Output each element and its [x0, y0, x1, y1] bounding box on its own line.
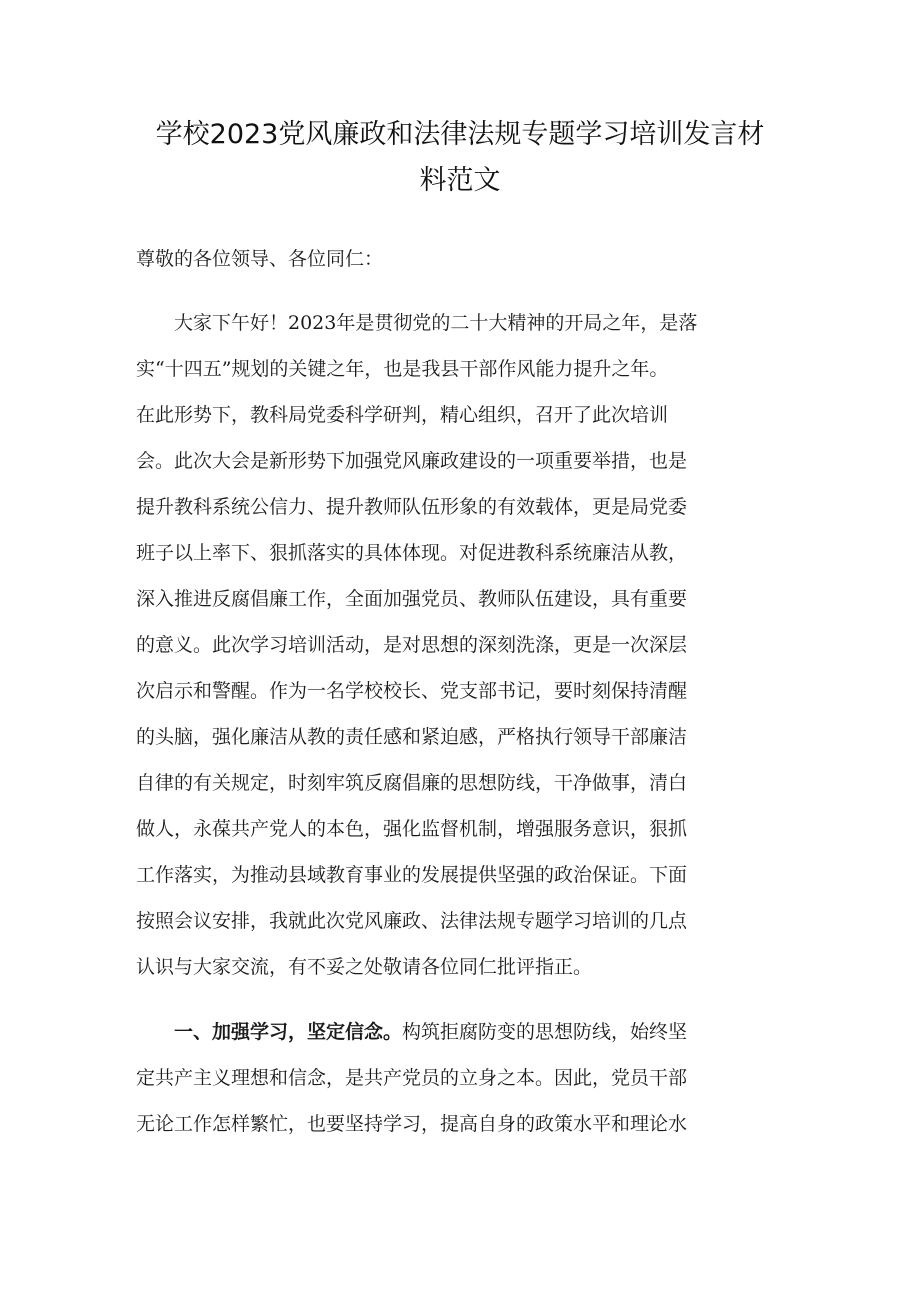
paragraph-line: 自律的有关规定，时刻牢筑反腐倡廉的思想防线，干净做事，清白	[136, 772, 688, 794]
salutation: 尊敬的各位领导、各位同仁：	[136, 248, 384, 270]
paragraph-line: 的意义。此次学习培训活动，是对思想的深刻洗涤，更是一次深层	[136, 634, 688, 656]
paragraph-line: 次启示和警醒。作为一名学校校长、党支部书记，要时刻保持清醒	[136, 680, 688, 702]
paragraph-line	[136, 1009, 786, 1055]
paragraph-line: 无论工作怎样繁忙，也要坚持学习，提高自身的政策水平和理论水	[136, 1113, 688, 1135]
paragraph-section-one	[136, 1009, 786, 1147]
paragraph-line: 做人，永葆共产党人的本色，强化监督机制，增强服务意识，狠抓	[136, 818, 688, 840]
section-heading: 一、加强学习，坚定信念。	[174, 1021, 403, 1043]
section-heading-rest: 构筑拒腐防变的思想防线，始终坚	[402, 1021, 688, 1043]
paragraph-line: 定共产主义理想和信念，是共产党员的立身之本。因此，党员干部	[136, 1067, 688, 1089]
paragraph-line: 工作落实，为推动县域教育事业的发展提供坚强的政治保证。下面	[136, 864, 688, 886]
paragraph-line: 实“十四五”规划的关键之年，也是我县干部作风能力提升之年。	[136, 358, 669, 380]
document-title	[120, 112, 800, 204]
paragraph-opening	[136, 300, 786, 990]
paragraph-line: 大家下午好！2023年是贯彻党的二十大精神的开局之年，是落	[174, 312, 698, 334]
paragraph-line: 会。此次大会是新形势下加强党风廉政建设的一项重要举措，也是	[136, 450, 688, 472]
paragraph-line: 认识与大家交流，有不妥之处敬请各位同仁批评指正。	[136, 956, 593, 978]
paragraph-line: 班子以上率下、狠抓落实的具体体现。对促进教科系统廉洁从教，	[136, 542, 688, 564]
paragraph-line: 在此形势下，教科局党委科学研判，精心组织，召开了此次培训	[136, 404, 669, 426]
paragraph-line: 提升教科系统公信力、提升教师队伍形象的有效载体，更是局党委	[136, 496, 688, 518]
title-line-1: 学校2023党风廉政和法律法规专题学习培训发言材	[155, 119, 765, 150]
title-line-2: 料范文	[419, 165, 501, 196]
paragraph-line: 按照会议安排，我就此次党风廉政、法律法规专题学习培训的几点	[136, 910, 688, 932]
paragraph-line: 的头脑，强化廉洁从教的责任感和紧迫感，严格执行领导干部廉洁	[136, 726, 688, 748]
paragraph-line: 深入推进反腐倡廉工作，全面加强党员、教师队伍建设，具有重要	[136, 588, 688, 610]
